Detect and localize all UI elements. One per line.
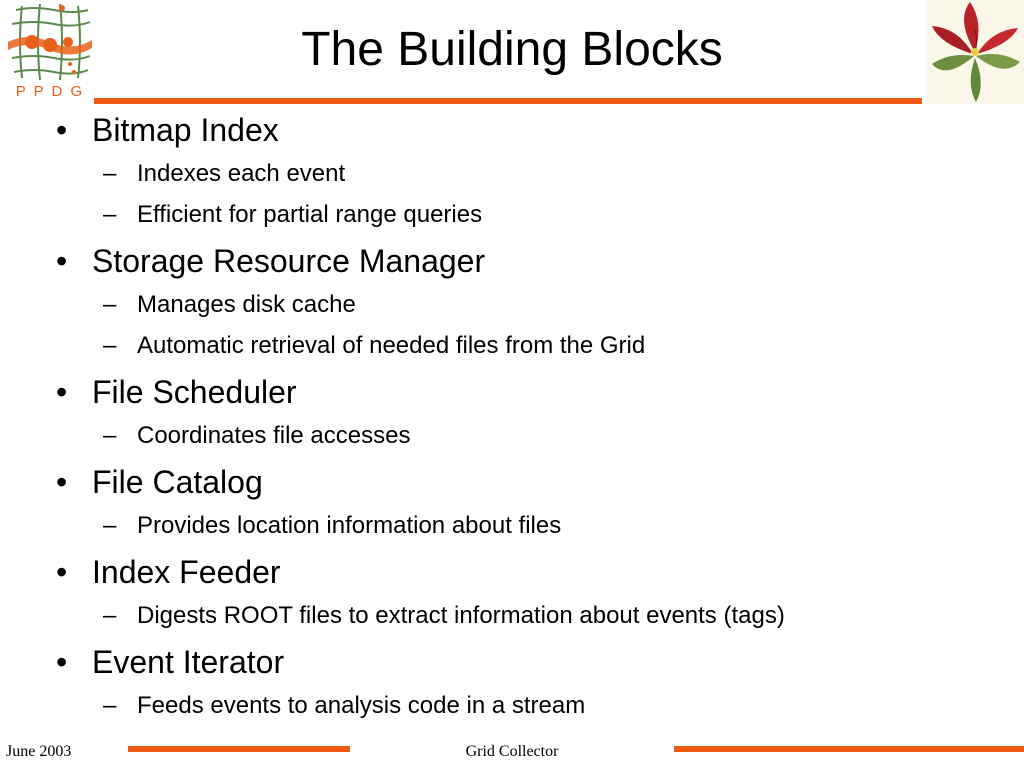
sub-bullet-dash: – bbox=[103, 692, 117, 719]
bullet-label: Storage Resource Manager bbox=[92, 243, 486, 279]
bullet-dot: • bbox=[56, 644, 68, 680]
bullet-item bbox=[56, 464, 263, 500]
sub-bullet-label: Feeds events to analysis code in a stream bbox=[137, 692, 586, 719]
bullet-label: Event Iterator bbox=[92, 644, 285, 680]
bullet-dot: • bbox=[56, 374, 68, 410]
sub-bullet-item bbox=[103, 291, 356, 319]
bullet-label: File Catalog bbox=[92, 464, 263, 500]
sub-bullet-dash: – bbox=[103, 291, 117, 318]
sub-bullet-item bbox=[103, 602, 785, 630]
bullet-dot: • bbox=[56, 464, 68, 500]
footer-date: June 2003 bbox=[6, 743, 72, 760]
sub-bullet-dash: – bbox=[103, 332, 117, 359]
bullet-dot: • bbox=[56, 554, 68, 590]
footer-title: Grid Collector bbox=[465, 743, 559, 760]
footer-divider-right bbox=[674, 746, 1024, 752]
sub-bullet-dash: – bbox=[103, 201, 117, 228]
sub-bullet-dash: – bbox=[103, 160, 117, 187]
sub-bullet-item bbox=[103, 692, 585, 720]
bullet-item bbox=[56, 243, 485, 279]
sub-bullet-dash: – bbox=[103, 512, 117, 539]
bullet-item bbox=[56, 554, 281, 590]
sub-bullet-dash: – bbox=[103, 602, 117, 629]
sub-bullet-label: Indexes each event bbox=[137, 160, 346, 187]
sub-bullet-item bbox=[103, 160, 345, 188]
bullet-label: Bitmap Index bbox=[92, 112, 279, 148]
sub-bullet-label: Manages disk cache bbox=[137, 291, 356, 318]
sub-bullet-item bbox=[103, 201, 482, 229]
sub-bullet-dash: – bbox=[103, 422, 117, 449]
sub-bullet-item bbox=[103, 512, 561, 540]
bullet-item bbox=[56, 644, 284, 680]
sub-bullet-label: Automatic retrieval of needed files from the Grid bbox=[137, 332, 646, 359]
bullet-label: Index Feeder bbox=[92, 554, 281, 590]
bullet-dot: • bbox=[56, 112, 68, 148]
sub-bullet-label: Provides location information about files bbox=[137, 512, 562, 539]
bullet-item bbox=[56, 112, 279, 148]
sub-bullet-item bbox=[103, 332, 645, 360]
sub-bullet-label: Digests ROOT files to extract information about events (tags) bbox=[137, 602, 785, 629]
bullet-dot: • bbox=[56, 243, 68, 279]
bullet-label: File Scheduler bbox=[92, 374, 297, 410]
slide-title: The Building Blocks bbox=[301, 23, 723, 76]
logo-text: P P D G bbox=[15, 83, 85, 100]
sub-bullet-label: Efficient for partial range queries bbox=[137, 201, 483, 228]
bullet-item bbox=[56, 374, 297, 410]
sub-bullet-item bbox=[103, 422, 410, 450]
sub-bullet-label: Coordinates file accesses bbox=[137, 422, 411, 449]
